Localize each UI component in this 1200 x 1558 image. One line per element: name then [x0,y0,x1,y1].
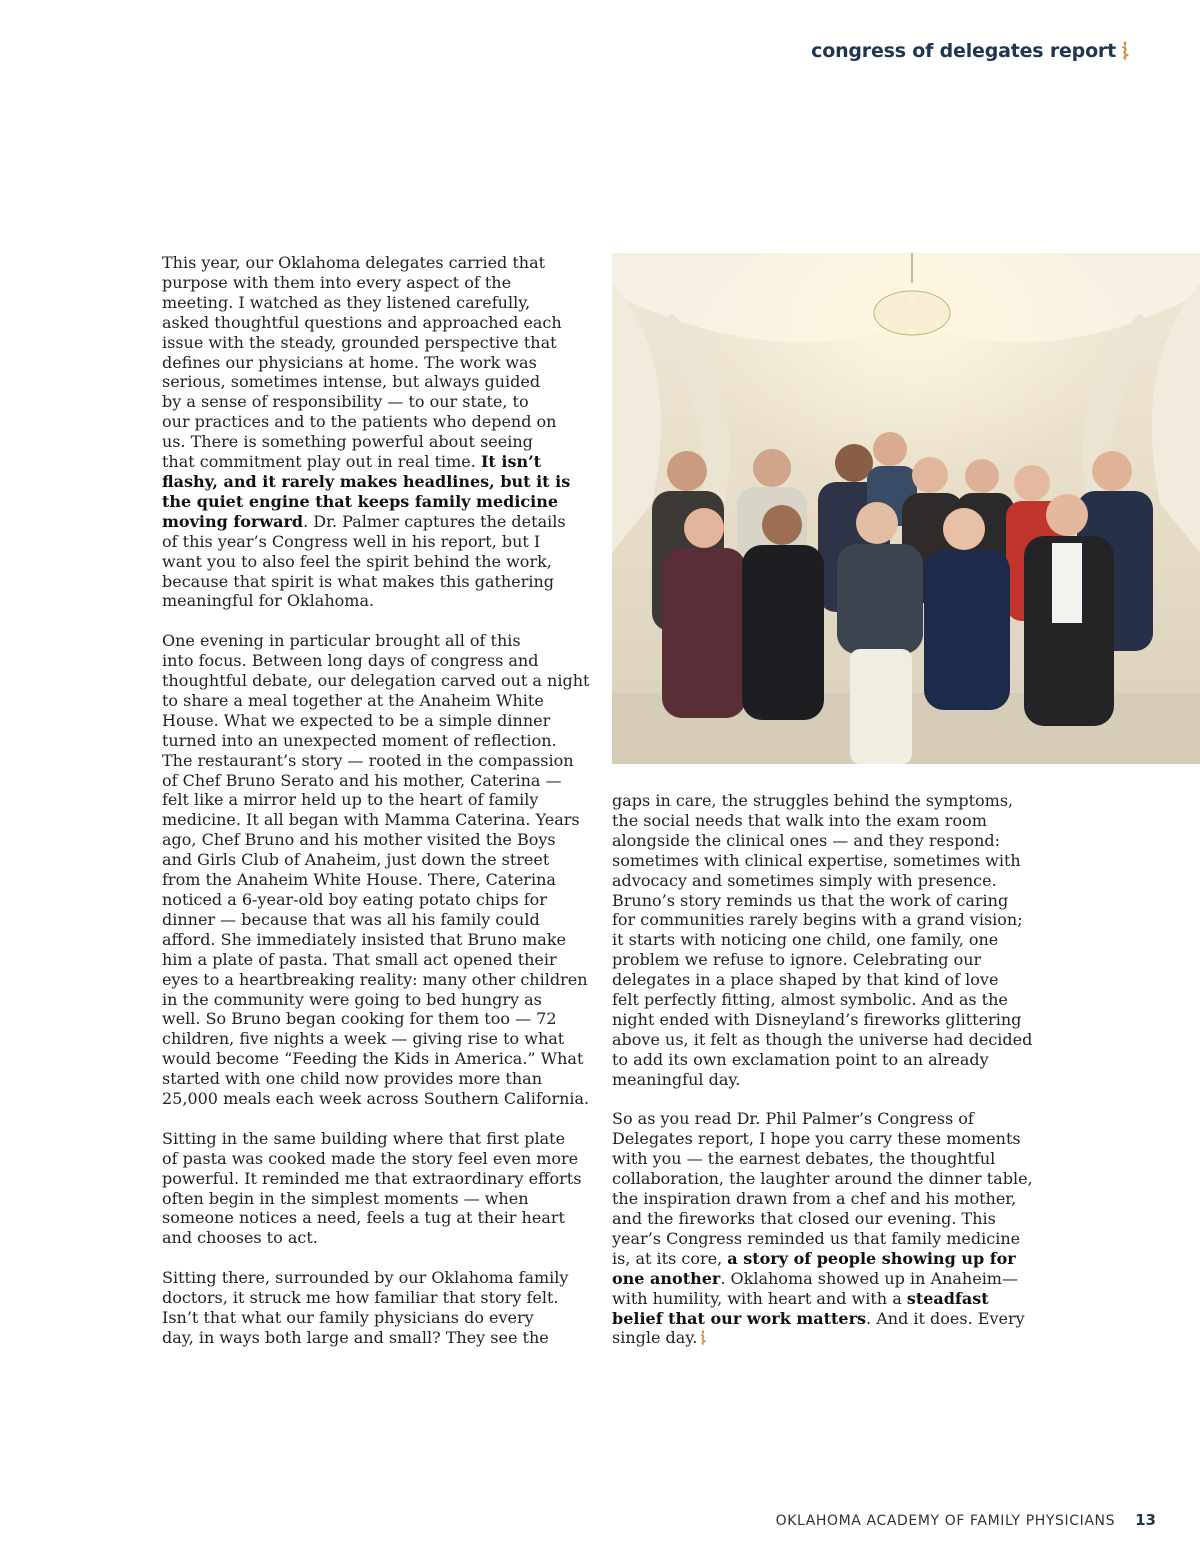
paragraph: Sitting there, surrounded by our Oklahoma family doctors, it struck me how familiar that story felt. Isn’t that what our family physicians do every day, in ways both large and small? They see the [162,1268,569,1347]
caduceus-icon [1120,41,1130,61]
paragraph: So as you read Dr. Phil Palmer’s Congress of Delegates report, I hope you carry these moments with you — the earnest debates, the thoughtful collaboration, the laughter around the dinner table, the inspiration drawn from a chef and his mother, and the fireworks that closed our evening. This year’s Congress reminded us that family medicine is, at its core, a story of people showing up for one another. Oklahoma showed up in Anaheim— with humility, with heart and with a steadfast belief that our work matters. And it does. Every single day. [612,1109,1052,1351]
right-column [612,791,1052,1371]
group-photo [612,253,1200,764]
left-column [162,253,594,1368]
paragraph: Sitting in the same building where that first plate of pasta was cooked made the story feel even more powerful. It reminded me that extraordinary efforts often begin in the simplest moments — when someone notices a need, feels a tug at their heart and chooses to act. [162,1128,582,1248]
paragraph: One evening in particular brought all of this into focus. Between long days of congress and thoughtful debate, our delegation carved out a night to share a meal together at the Anaheim White House. What we expected to be a simple dinner turned into an unexpected moment of reflection. The restaurant’s story — rooted in the compassion of Chef Bruno Serato and his mother, Caterina — felt like a mirror held up to the heart of family medicine. It all began with Mamma Caterina. Years ago, Chef Bruno and his mother visited the Boys and Girls Club of Anaheim, just down the street from the Anaheim White House. There, Caterina noticed a 6-year-old boy eating potato chips for dinner — because that was all his family could afford. She immediately insisted that Bruno make him a plate of pasta. That small act opened their eyes to a heartbreaking reality: many other children in the community were going to bed hungry as well. So Bruno began cooking for them too — 72 children, five nights a week — giving rise to what would become “Feeding the Kids in America.” What started with one child now provides more than 25,000 meals each week across Southern California. [162,631,590,1109]
page-number: 13 [1135,1511,1156,1529]
running-header [811,40,1130,62]
caduceus-icon [699,1330,707,1351]
organization-name: OKLAHOMA ACADEMY OF FAMILY PHYSICIANS [775,1513,1116,1529]
section-title: congress of delegates report [811,40,1116,62]
paragraph: gaps in care, the struggles behind the symptoms, the social needs that walk into the exam room alongside the clinical ones — and they respond: sometimes with clinical expertise, sometimes with advocacy and sometimes simply with presence. Bruno’s story reminds us that the work of caring for communities rarely begins with a grand vision; it starts with noticing one child, one family, one problem we refuse to ignore. Celebrating our delegates in a place shaped by that kind of love felt perfectly fitting, almost symbolic. And as the night ended with Disneyland’s fireworks glittering above us, it felt as though the universe had decided to add its own exclamation point to an already meaningful day. [612,791,1033,1089]
emphasis-text: It isn’t flashy, and it rarely makes headlines, but it is the quiet engine that keeps family medicine moving forward [162,452,571,531]
emphasis-text: steadfast belief that our work matters [612,1288,989,1328]
page-footer [776,1511,1156,1529]
emphasis-text: a story of people showing up for one another [612,1248,1016,1288]
paragraph: This year, our Oklahoma delegates carried that purpose with them into every aspect of the meeting. I watched as they listened carefully, asked thoughtful questions and approached each issue with the steady, grounded perspective that defines our physicians at home. The work was serious, sometimes intense, but always guided by a sense of responsibility — to our state, to our practices and to the patients who depend on us. There is something powerful about seeing that commitment play out in real time. It isn’t flashy, and it rarely makes headlines, but it is the quiet engine that keeps family medicine moving forward. Dr. Palmer captures the details of this year’s Congress well in his report, but I want you to also feel the spirit behind the work, because that spirit is what makes this gathering meaningful for Oklahoma. [162,253,571,611]
